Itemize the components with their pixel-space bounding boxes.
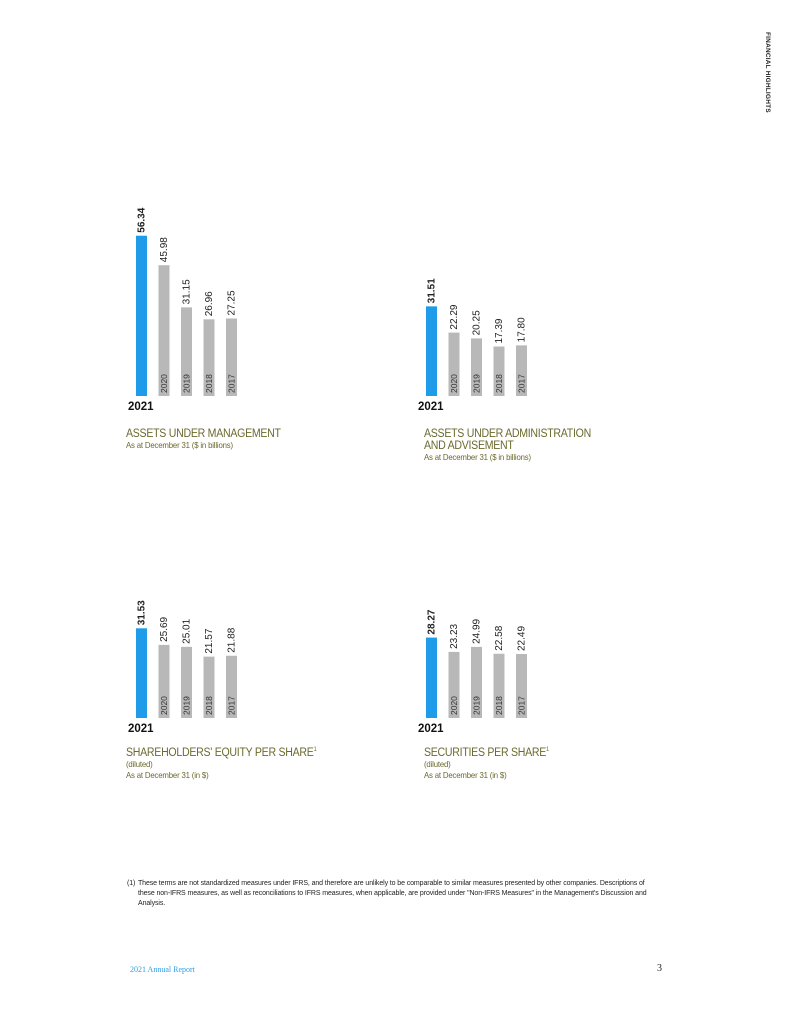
caption-title [424, 744, 654, 759]
year-label-2017: 2017 [516, 696, 527, 715]
value-label-2020: 45.98 [159, 237, 170, 263]
value-label-2019: 24.99 [471, 618, 483, 644]
bar-2021 [136, 236, 147, 396]
value-label-2020: 25.69 [159, 616, 170, 642]
caption-title-line1: ASSETS UNDER ADMINISTRATION [424, 428, 591, 440]
caption-subtitle: (diluted) [126, 758, 153, 769]
year-label-2021: 2021 [418, 723, 444, 735]
bar-2021 [136, 628, 147, 718]
year-label-2020: 2020 [159, 374, 169, 393]
value-label-2021: 31.53 [136, 600, 148, 626]
year-label-2020: 2020 [159, 696, 169, 715]
value-label-2017: 17.80 [516, 317, 528, 343]
caption-subtitle: (diluted) [424, 758, 451, 769]
year-label-2018: 2018 [494, 374, 504, 393]
caption-title: ASSETS UNDER MANAGEMENT [126, 428, 281, 440]
caption-title [126, 744, 356, 759]
year-label-2017: 2017 [226, 696, 237, 715]
value-label-2018: 26.96 [204, 291, 215, 317]
year-label-2018: 2018 [204, 374, 214, 393]
caption-note: As at December 31 ($ in billions) [126, 440, 233, 450]
value-label-2019: 20.25 [471, 310, 483, 336]
value-label-2021: 31.51 [426, 278, 438, 304]
caption-title-line2: AND ADVISEMENT [424, 440, 514, 452]
year-label-2019: 2019 [181, 696, 192, 715]
value-label-2018: 21.57 [204, 628, 215, 654]
year-label-2020: 2020 [449, 374, 459, 393]
year-label-2020: 2020 [449, 696, 459, 715]
year-label-2017: 2017 [516, 374, 527, 393]
chart-svg [126, 512, 426, 772]
year-label-2021: 2021 [418, 401, 444, 413]
caption-note: As at December 31 (in $) [126, 769, 209, 780]
year-label-2019: 2019 [471, 696, 482, 715]
year-label-2019: 2019 [471, 374, 482, 393]
chart-assets-under-administration [416, 190, 716, 450]
value-label-2021: 56.34 [136, 207, 148, 233]
chart-svg [126, 190, 426, 450]
value-label-2021: 28.27 [426, 609, 438, 635]
report-name: 2021 Annual Report [130, 965, 195, 974]
value-label-2018: 17.39 [494, 318, 505, 344]
caption-assets-under-management [126, 428, 376, 451]
caption-title-text: SHAREHOLDERS' EQUITY PER SHARE [126, 746, 314, 759]
chart-securities-per-share [416, 512, 716, 772]
year-label-2021: 2021 [128, 401, 154, 413]
chart-svg [416, 512, 716, 772]
bar-2021 [426, 306, 437, 396]
page-number: 3 [657, 963, 662, 974]
value-label-2017: 22.49 [516, 625, 528, 652]
year-label-2019: 2019 [181, 374, 192, 393]
chart-shareholders-equity-per-share [126, 512, 426, 772]
caption-title-text: SECURITIES PER SHARE [424, 746, 547, 759]
footnote-ref: 1 [546, 747, 549, 753]
value-label-2020: 23.23 [449, 623, 460, 649]
caption-assets-under-administration [424, 428, 674, 463]
value-label-2017: 27.25 [226, 290, 238, 316]
chart-assets-under-management [126, 190, 426, 450]
value-label-2018: 22.58 [494, 625, 505, 651]
chart-svg [416, 190, 716, 450]
year-label-2018: 2018 [204, 696, 214, 715]
footnote-text: These terms are not standardized measures under IFRS, and therefore are unlikely to be comparable to similar measures presented by other companies. Descriptions of these non-IFRS measures, as well as reconciliations to IFRS measures, when applicable, are provided under "Non-IFRS Measures" in the Management's Discussion and Analysis. [138, 880, 647, 907]
footnote-ref: 1 [313, 747, 317, 753]
year-label-2017: 2017 [226, 374, 237, 393]
footnote-number: (1) [127, 880, 136, 887]
bar-2021 [426, 638, 437, 718]
value-label-2017: 21.88 [226, 627, 238, 653]
footnote [127, 879, 657, 909]
year-label-2018: 2018 [494, 696, 504, 715]
section-label: FINANCIAL HIGHLIGHTS [764, 32, 771, 113]
value-label-2019: 31.15 [181, 279, 193, 305]
caption-shareholders-equity [126, 744, 376, 781]
year-label-2021: 2021 [128, 723, 154, 735]
caption-note: As at December 31 ($ in billions) [424, 452, 531, 462]
caption-note: As at December 31 (in $) [424, 769, 507, 780]
value-label-2020: 22.29 [449, 304, 460, 330]
caption-securities-per-share [424, 744, 674, 781]
value-label-2019: 25.01 [181, 618, 193, 644]
